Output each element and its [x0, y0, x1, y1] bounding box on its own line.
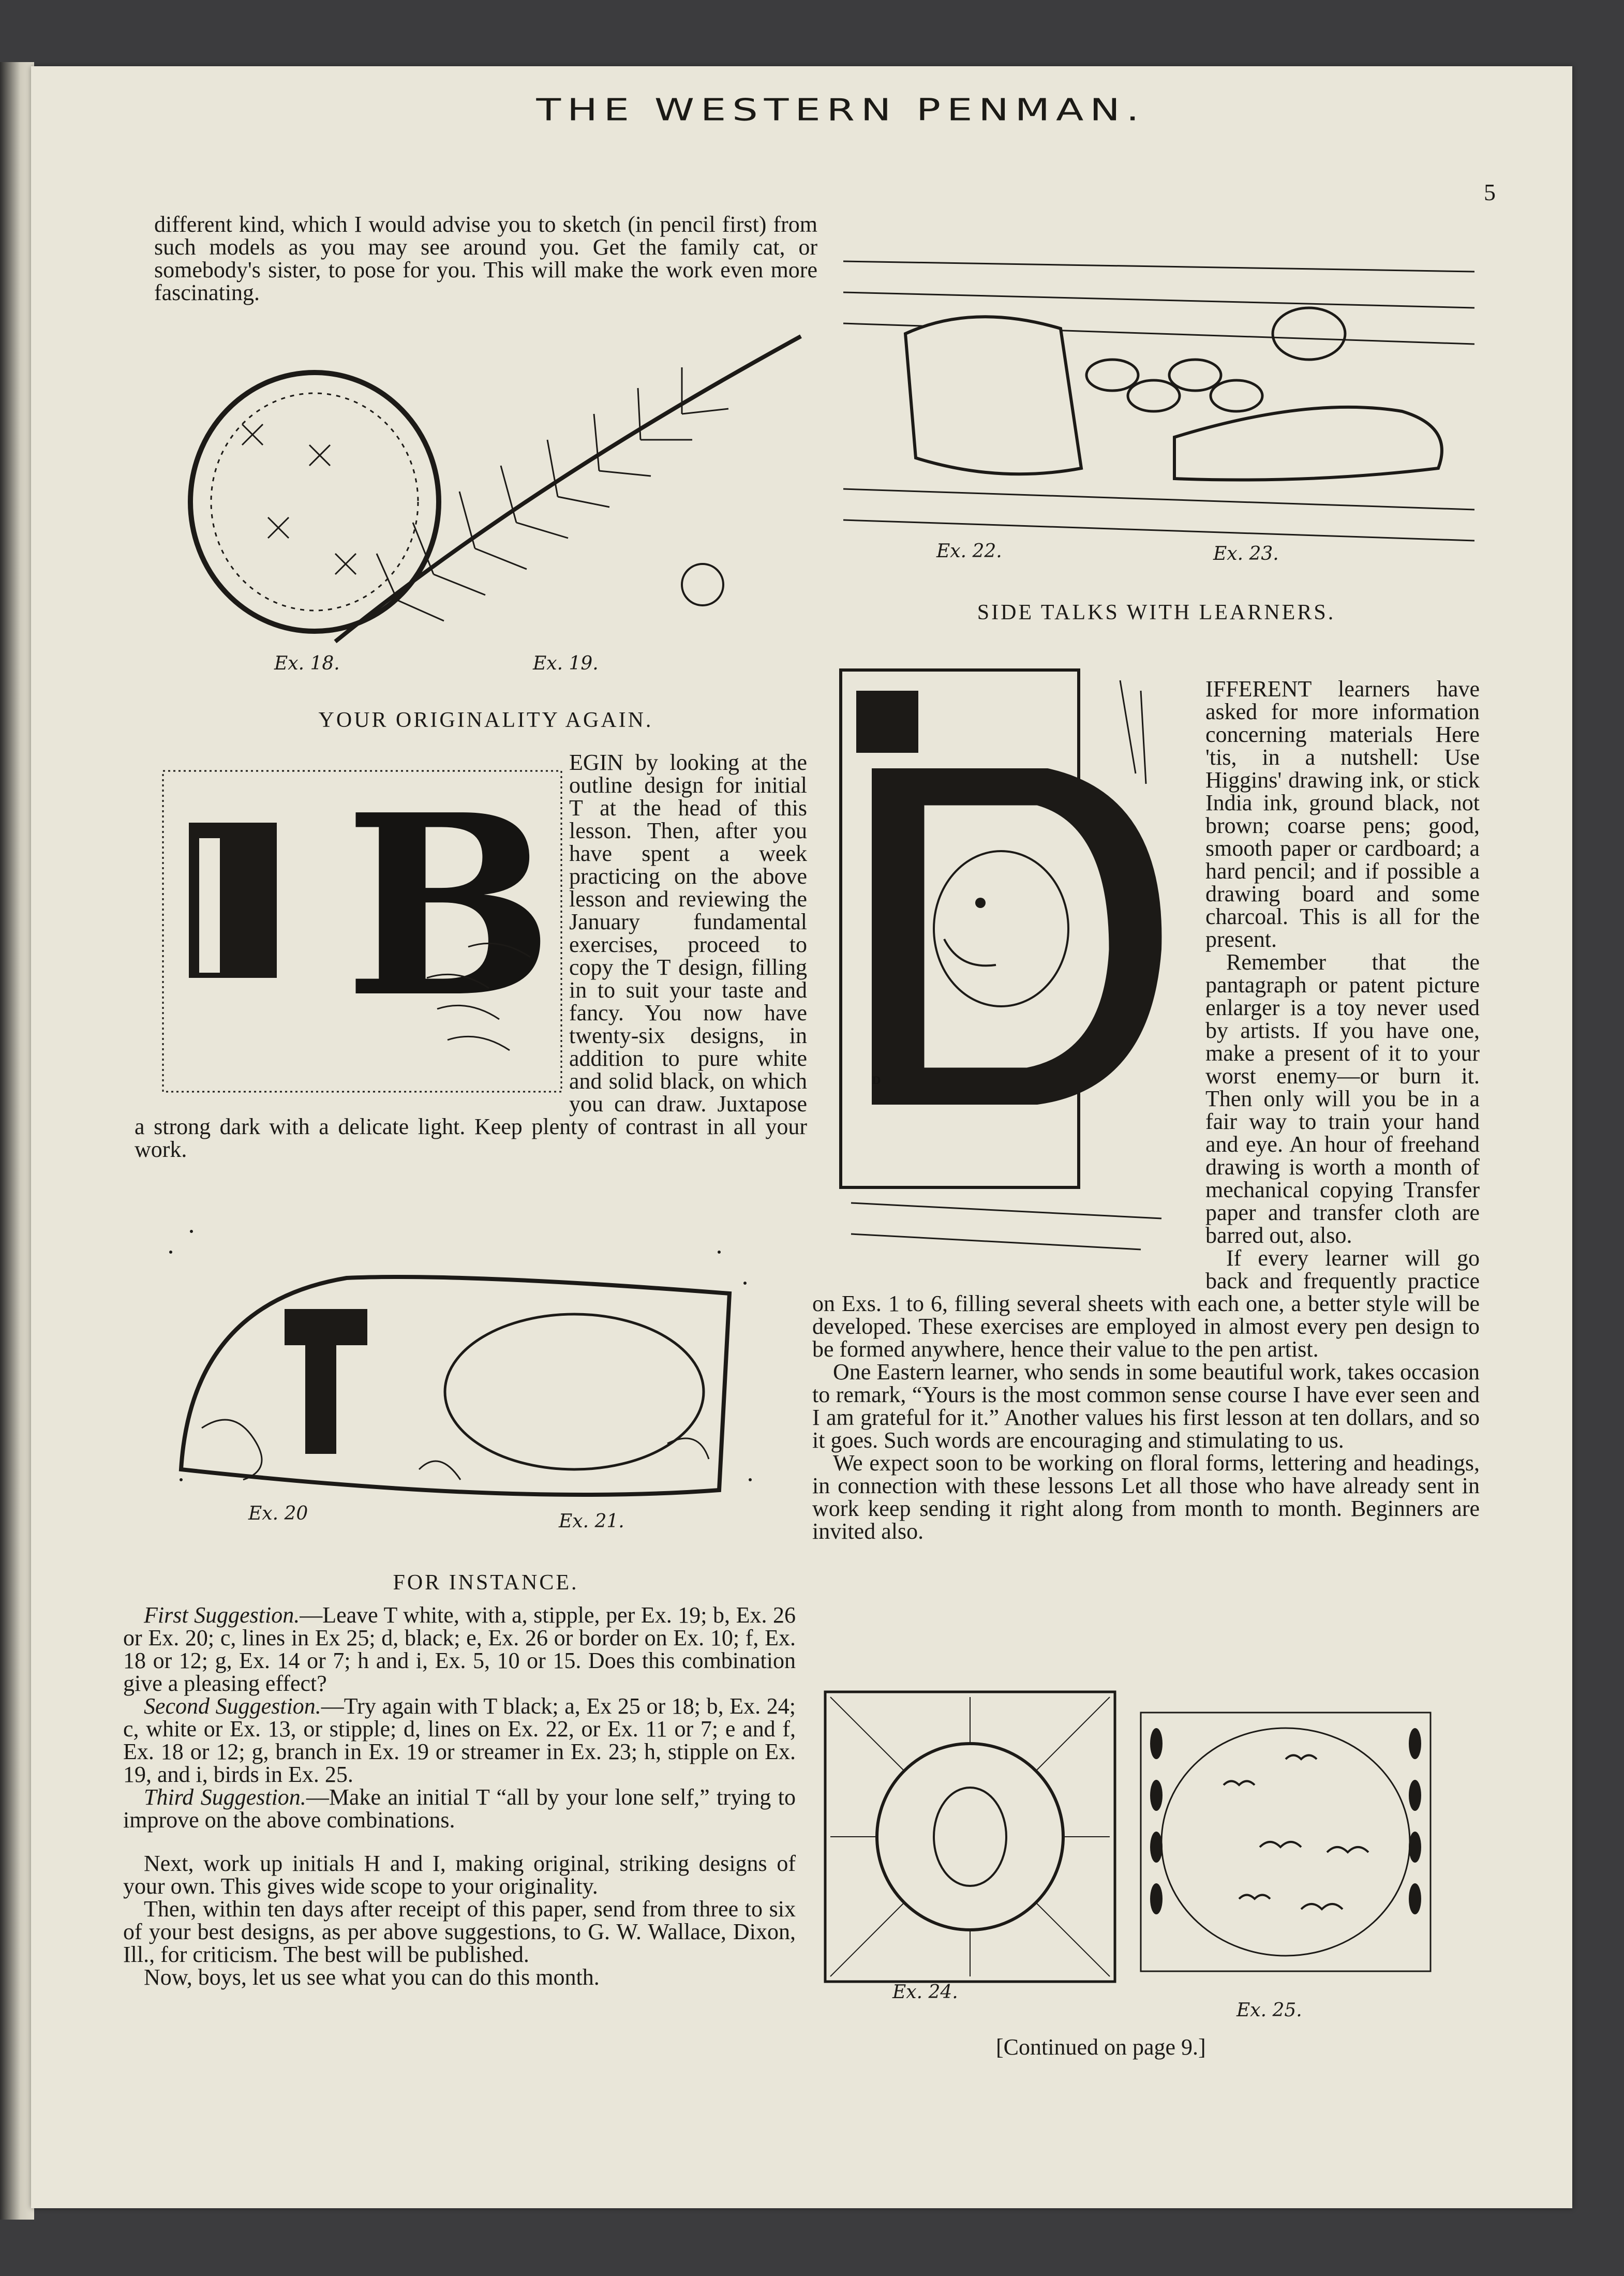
caption-ex21: Ex. 21. [559, 1511, 624, 1532]
originality-text-wrap [135, 751, 807, 1161]
caption-ex20: Ex. 20 [248, 1503, 308, 1524]
heading-side-talks: SIDE TALKS WITH LEARNERS. [977, 601, 1336, 624]
third-suggestion-label: Third Suggestion. [144, 1784, 306, 1810]
suggestions-block [123, 1604, 796, 1989]
page-number: 5 [1484, 179, 1496, 205]
intro-paragraph: different kind, which I would advise you to sketch (in pencil first) from such models as you may see around you. Get the family cat, or somebody's sister, to pose for you. This will make the work even more fascinating. [154, 212, 817, 305]
illustration-ex20-ex21 [150, 1211, 771, 1521]
book-spine [0, 62, 34, 2220]
side-talks-p5: We expect soon to be working on floral forms, lettering and headings, in connection with these lessons Let all those who have already sent in work keep sending it right along from month to month. Beginners are invited also. [812, 1450, 1480, 1544]
third-suggestion-text: —Make an initial T “all by your lone self,” trying to improve on the above combinations. [123, 1784, 796, 1833]
float-spacer [135, 751, 569, 1103]
side-talks-p4: One Eastern learner, who sends in some beautiful work, takes occasion to remark, “Yours is the most common sense course I have ever seen and I am grateful for it.” Another values his first lesson at ten dollars, and so it goes. Such words are encouraging and stimulating to us. [812, 1359, 1480, 1453]
third-suggestion [123, 1786, 796, 1832]
side-talks-body [812, 678, 1480, 1543]
first-suggestion-text: —Leave T white, with a, stipple, per Ex. 19; b, Ex. 26 or Ex. 20; c, lines in Ex 25; d, black; e, Ex. 26 or border on Ex. 10; f, Ex. 18 or 12; g, Ex. 14 or 7; h and i, Ex. 5, 10 or 15. Does this combination give a pleasing effect? [123, 1602, 796, 1696]
then-paragraph: Then, within ten days after receipt of this paper, send from three to six of your best designs, as per above suggestions, to G. W. Wallace, Dixon, Ill., for criticism. The best will be published. [123, 1896, 796, 1967]
first-suggestion-label: First Suggestion. [144, 1602, 300, 1628]
side-talks-p3: If every learner will go back and frequently practice on Exs. 1 to 6, filling several sheets with each one, a better style will be developed. These exercises are employed in almost every pen design to be formed anywhere, hence their value to the pen artist. [812, 1245, 1480, 1362]
caption-ex22: Ex. 22. [936, 541, 1002, 562]
dropcap-d: D [872, 1074, 881, 1087]
dropcap-b-text: EGIN by looking at the outline design for initial T at the head of this lesson. Then, after you have spent a week practicing on the above lesson and reviewing the January fundamental exercises, proceed to copy the T design, filling in to suit your taste and fancy. You now have twenty-six designs, in addition to pure white and solid black, on which you can draw. Juxtapose a strong dark with a delicate light. Keep plenty of contrast in all your work. [135, 750, 807, 1162]
dropcap-b: B [344, 761, 554, 1052]
illustration-ex24-ex25 [820, 1682, 1446, 1995]
second-suggestion-label: Second Suggestion. [144, 1693, 321, 1719]
side-talks-p1: IFFERENT learners have asked for more information concerning materials Here 'tis, in a nutshell: Use Higgins' drawing ink, or stick India ink, ground black, not brown; coarse pens; good, smooth paper or cardboard; a hard pencil; and if possible a drawing board and some charcoal. This is all for the present. [1205, 676, 1480, 952]
caption-ex19: Ex. 19. [533, 653, 599, 674]
next-paragraph: Next, work up initials H and I, making original, striking designs of your own. This gives wide scope to your originality. [123, 1851, 796, 1899]
continued-note: [Continued on page 9.] [996, 2034, 1206, 2060]
heading-for-instance: FOR INSTANCE. [393, 1571, 579, 1595]
side-talks-p2: Remember that the pantagraph or patent picture enlarger is a toy never used by artists. If you have one, make a present of it to your worst enemy—or burn it. Then only will you be in a fair way to train your hand and eye. An hour of freehand drawing is worth a month of mechanical copying Transfer paper and transfer cloth are barred out, also. [1205, 949, 1480, 1248]
caption-ex24: Ex. 24. [892, 1982, 958, 2003]
masthead: THE WESTERN PENMAN. [536, 93, 1145, 128]
heading-originality: YOUR ORIGINALITY AGAIN. [318, 708, 653, 732]
float-spacer-d [812, 678, 1205, 1291]
first-suggestion [123, 1604, 796, 1695]
second-suggestion [123, 1695, 796, 1786]
caption-ex23: Ex. 23. [1213, 543, 1279, 564]
illustration-ex22-ex23 [843, 241, 1474, 556]
caption-ex18: Ex. 18. [274, 653, 340, 674]
illustration-ex18-ex19 [165, 331, 806, 667]
caption-ex25: Ex. 25. [1236, 2000, 1302, 2021]
closing-paragraph: Now, boys, let us see what you can do this month. [144, 1965, 600, 1990]
second-suggestion-text: —Try again with T black; a, Ex 25 or 18; b, Ex. 24; c, white or Ex. 13, or stipple; d, lines on Ex. 22, or Ex. 11 or 7; e and f, Ex. 18 or 12; g, branch in Ex. 19 or streamer in Ex. 23; h, stipple on Ex. 19, and i, birds in Ex. 25. [123, 1693, 796, 1787]
